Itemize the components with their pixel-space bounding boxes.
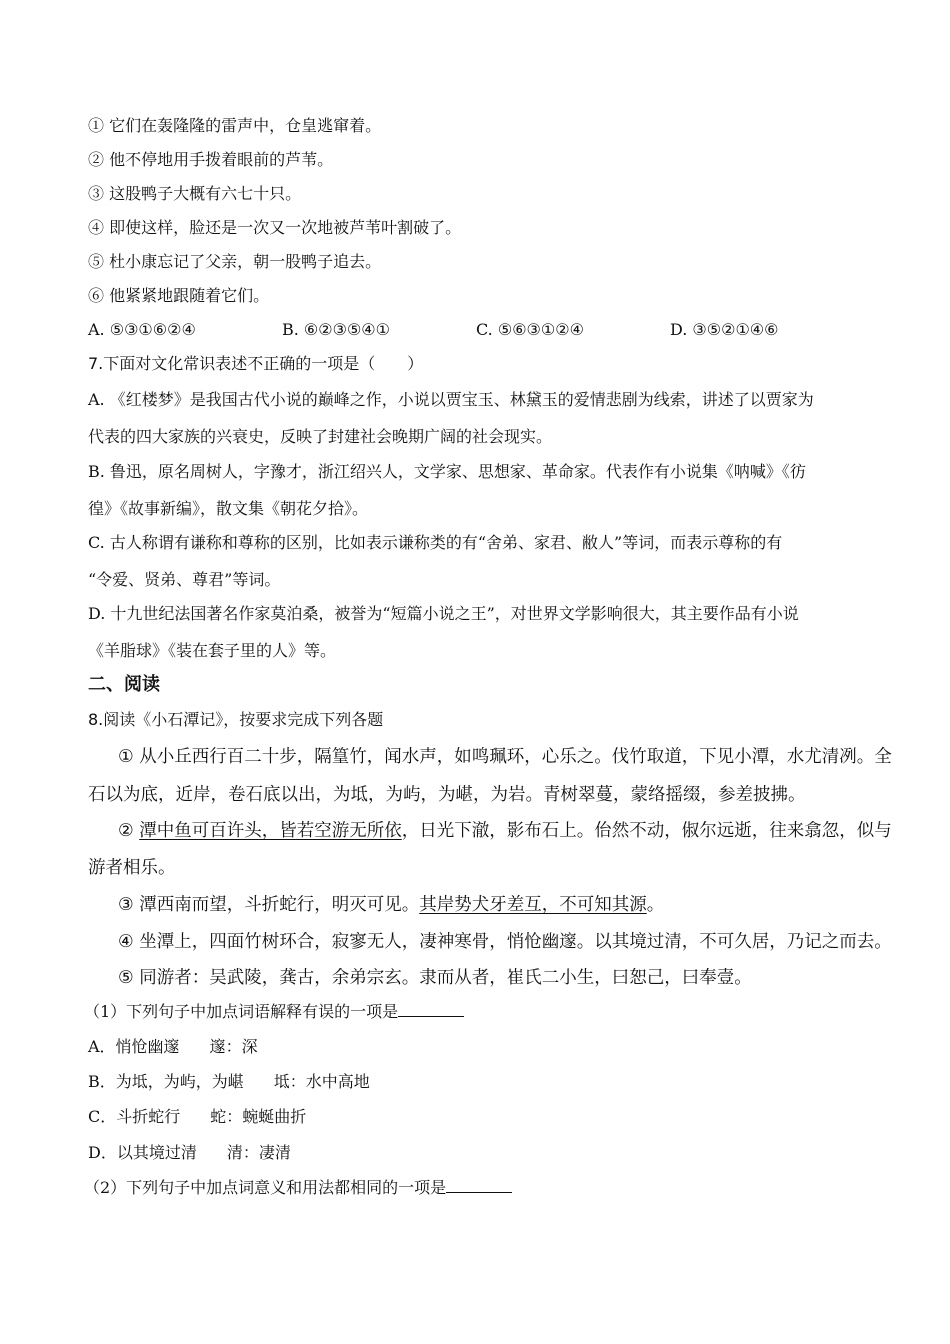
q7-option-a-line1: A. 《红楼梦》是我国古代小说的巅峰之作，小说以贾宝玉、林黛玉的爱情悲剧为线索，讲述了以贾家为 [88,390,814,409]
passage-p3-end: 。 [646,895,665,915]
q7-option-b-line2: 徨》《故事新编》，散文集《朝花夕拾》。 [88,499,369,518]
passage-p3-underlined: 其岸势犬牙差互，不可知其源 [419,895,647,915]
sub1-option-d-gloss: 清：凄清 [226,1143,291,1162]
passage-p4: ④ 坐潭上，四面竹树环合，寂寥无人，凄神寒骨，悄怆幽邃。以其境过清，不可久居，乃记之而去。 [118,932,892,952]
passage-p2-line2: 游者相乐。 [88,858,176,878]
q6-option-c: C. ⑤⑥③①②④ [476,320,584,339]
sub1-option-b-gloss: 坻：水中高地 [273,1072,370,1091]
q6-item-4: ④ 即使这样，脸还是一次又一次地被芦苇叶割破了。 [88,218,462,237]
answer-blank [398,1002,464,1017]
q7-stem: 7.下面对文化常识表述不正确的一项是（ ） [88,354,424,373]
section-heading: 二、阅读 [88,674,160,695]
sub1-option-b-phrase: B．为坻，为屿，为嵁 [88,1072,244,1091]
sub-question-2-stem: （2）下列句子中加点词意义和用法都相同的一项是 [84,1178,512,1198]
passage-p5: ⑤ 同游者：吴武陵，龚古，余弟宗玄。隶而从者，崔氏二小生，曰恕己，曰奉壹。 [118,968,752,988]
sub1-option-a-phrase: A．悄怆幽邃 [88,1037,180,1056]
q6-item-3: ③ 这股鸭子大概有六七十只。 [88,184,302,203]
sub1-option-c-phrase: C．斗折蛇行 [88,1107,181,1126]
q7-option-d-line1: D. 十九世纪法国著名作家莫泊桑，被誉为“短篇小说之王”，对世界文学影响很大，其主要作品有小说 [88,604,799,623]
sub1-option-c [88,1107,306,1127]
sub1-option-c-gloss: 蛇：蜿蜒曲折 [210,1107,307,1126]
q6-option-b: B. ⑥②③⑤④① [282,320,390,339]
passage-p1-line2: 石以为底，近岸，卷石底以出，为坻，为屿，为嵁，为岩。青树翠蔓，蒙络摇缀，参差披拂。 [88,785,806,805]
sub1-option-d [88,1143,291,1163]
sub1-option-d-phrase: D．以其境过清 [88,1143,197,1162]
passage-p2-line1 [118,820,892,842]
q6-item-5: ⑤ 杜小康忘记了父亲，朝一股鸭子追去。 [88,252,382,271]
sub-question-1-stem: （1）下列句子中加点词语解释有误的一项是 [84,1002,464,1022]
sub1-option-b [88,1072,370,1092]
passage-p3 [118,894,664,916]
q7-option-c-line1: C. 古人称谓有谦称和尊称的区别，比如表示谦称类的有“舍弟、家君、敝人”等词，而表示尊称的有 [88,533,783,552]
q6-item-1: ① 它们在轰隆隆的雷声中，仓皇逃窜着。 [88,116,382,135]
q7-option-b-line1: B. 鲁迅，原名周树人，字豫才，浙江绍兴人，文学家、思想家、革命家。代表作有小说集《呐喊》《彷 [88,462,806,481]
passage-p3-plain: ③ 潭西南而望，斗折蛇行，明灭可见。 [118,895,420,915]
q6-item-2: ② 他不停地用手拨着眼前的芦苇。 [88,150,334,169]
q6-item-6: ⑥ 他紧紧地跟随着它们。 [88,286,270,305]
q7-option-a-line2: 代表的四大家族的兴衰史，反映了封建社会晚期广阔的社会现实。 [88,427,553,446]
passage-p2-rest: ，日光下澈，影布石上。佁然不动，俶尔远逝，往来翕忽，似与 [401,821,892,841]
q8-stem: 8.阅读《小石潭记》，按要求完成下列各题 [88,710,384,729]
passage-p2-underlined: 潭中鱼可百许头，皆若空游无所依 [139,821,402,841]
q7-option-d-line2: 《羊脂球》《装在套子里的人》等。 [88,641,337,660]
answer-blank [446,1178,512,1193]
sub1-option-a-gloss: 邃：深 [209,1037,258,1056]
passage-p2-number: ② [118,821,140,841]
q6-option-a: A. ⑤③①⑥②④ [88,320,196,339]
q7-option-c-line2: “令爱、贤弟、尊君”等词。 [88,570,281,589]
sub1-option-a [88,1037,258,1057]
q6-option-d: D. ③⑤②①④⑥ [670,320,779,339]
passage-p1-line1: ① 从小丘西行百二十步，隔篁竹，闻水声，如鸣珮环，心乐之。伐竹取道，下见小潭，水尤清冽。全 [118,747,892,767]
